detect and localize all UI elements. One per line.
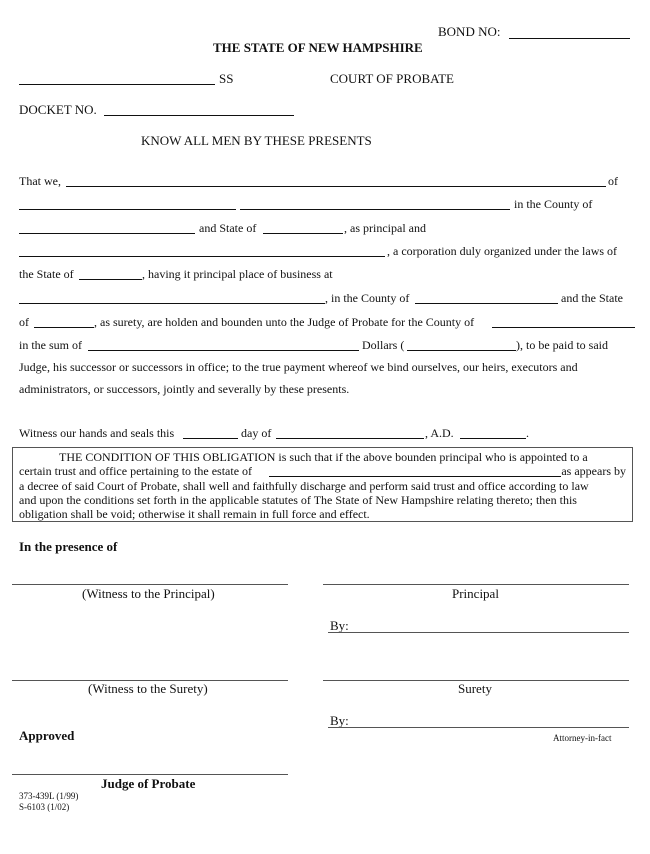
day-of-label: day of bbox=[241, 426, 272, 440]
surety-county-field[interactable] bbox=[415, 303, 558, 304]
docket-field[interactable] bbox=[104, 115, 294, 116]
month-field[interactable] bbox=[276, 438, 424, 439]
by-label-1: By: bbox=[330, 618, 349, 633]
and-state-label: and State of bbox=[199, 221, 257, 235]
administrators-line-text: administrators, or successors, jointly and severally by these presents. bbox=[19, 382, 350, 396]
form-number-1: 373-439L (1/99) bbox=[19, 791, 79, 801]
condition-line-2 bbox=[19, 464, 626, 478]
of-label: of bbox=[608, 174, 618, 188]
judge-signature-line[interactable] bbox=[12, 774, 288, 775]
condition-line-3: a decree of said Court of Probate, shall well and faithfully discharge and perform said trust and office according to law bbox=[19, 478, 589, 493]
the-state-of-label: the State of bbox=[19, 267, 74, 281]
bond-no-label: BOND NO: bbox=[438, 24, 501, 39]
principal-by-line[interactable] bbox=[328, 632, 629, 633]
surety-name-field[interactable] bbox=[19, 256, 385, 257]
know-all-heading: KNOW ALL MEN BY THESE PRESENTS bbox=[141, 133, 372, 148]
docket-label: DOCKET NO. bbox=[19, 102, 97, 117]
in-sum-label: in the sum of bbox=[19, 338, 82, 352]
principal-address-field-1[interactable] bbox=[19, 209, 236, 210]
approved-label: Approved bbox=[19, 728, 75, 743]
sum-words-field[interactable] bbox=[88, 350, 359, 351]
ad-label: , A.D. bbox=[425, 426, 454, 440]
surety-label: Surety bbox=[458, 681, 492, 696]
corporation-label: , a corporation duly organized under the laws of bbox=[387, 244, 618, 258]
principal-label: Principal bbox=[452, 586, 499, 601]
witness-principal-label: (Witness to the Principal) bbox=[82, 586, 215, 601]
in-county-label-2: , in the County of bbox=[325, 291, 410, 305]
witness-surety-label: (Witness to the Surety) bbox=[88, 681, 208, 696]
of-prefix-label: of bbox=[19, 315, 29, 329]
estate-name-field[interactable] bbox=[269, 476, 561, 477]
dollars-label: Dollars ( bbox=[362, 338, 405, 352]
ss-label: SS bbox=[219, 71, 234, 86]
condition-box bbox=[12, 447, 633, 522]
venue-field[interactable] bbox=[19, 84, 215, 85]
principal-address-field-2[interactable] bbox=[240, 209, 510, 210]
estate-label: certain trust and office pertaining to the estate of bbox=[19, 464, 253, 479]
as-principal-label: , as principal and bbox=[344, 221, 426, 235]
state-title: THE STATE OF NEW HAMPSHIRE bbox=[213, 40, 423, 55]
attorney-in-fact-label: Attorney-in-fact bbox=[553, 733, 612, 743]
in-presence-label: In the presence of bbox=[19, 539, 118, 554]
form-number-2: S-6103 (1/02) bbox=[19, 802, 70, 812]
judge-county-field[interactable] bbox=[492, 327, 635, 328]
and-the-state-label: and the State bbox=[561, 291, 623, 305]
as-surety-label: , as surety, are holden and bounden unto the Judge of Probate for the County of bbox=[94, 315, 475, 329]
period-label: . bbox=[526, 426, 529, 440]
bond-no-field[interactable] bbox=[509, 38, 630, 39]
judge-line-text: Judge, his successor or successors in office; to the true payment whereof we bind ourselves, our heirs, executors and bbox=[19, 360, 578, 374]
condition-line-4: and upon the conditions set forth in the applicable statutes of The State of New Hampshire relating thereto; then this bbox=[19, 492, 577, 507]
day-field[interactable] bbox=[183, 438, 238, 439]
principal-name-field[interactable] bbox=[66, 186, 606, 187]
to-be-paid-label: ), to be paid to said bbox=[516, 338, 608, 352]
by-label-2: By: bbox=[330, 713, 349, 728]
condition-line-1: THE CONDITION OF THIS OBLIGATION is such that if the above bounden principal who is appointed to a bbox=[59, 450, 588, 464]
principal-signature-line[interactable] bbox=[323, 584, 629, 585]
judge-label: Judge of Probate bbox=[101, 776, 196, 791]
in-county-label: in the County of bbox=[514, 197, 593, 211]
surety-address-field[interactable] bbox=[19, 303, 325, 304]
year-field[interactable] bbox=[460, 438, 526, 439]
condition-line-5: obligation shall be void; otherwise it shall remain in full force and effect. bbox=[19, 507, 370, 522]
principal-state-field[interactable] bbox=[263, 233, 343, 234]
as-appears-label: as appears by bbox=[561, 464, 626, 479]
surety-by-line[interactable] bbox=[328, 727, 629, 728]
principal-county-field[interactable] bbox=[19, 233, 195, 234]
surety-state-field-2[interactable] bbox=[34, 327, 94, 328]
witness-principal-line[interactable] bbox=[12, 584, 288, 585]
principal-place-label: , having it principal place of business at bbox=[142, 267, 333, 281]
witness-hands-label: Witness our hands and seals this bbox=[19, 426, 175, 440]
court-label: COURT OF PROBATE bbox=[330, 71, 454, 86]
surety-state-field[interactable] bbox=[79, 279, 142, 280]
that-we-label: That we, bbox=[19, 174, 61, 188]
sum-amount-field[interactable] bbox=[407, 350, 516, 351]
